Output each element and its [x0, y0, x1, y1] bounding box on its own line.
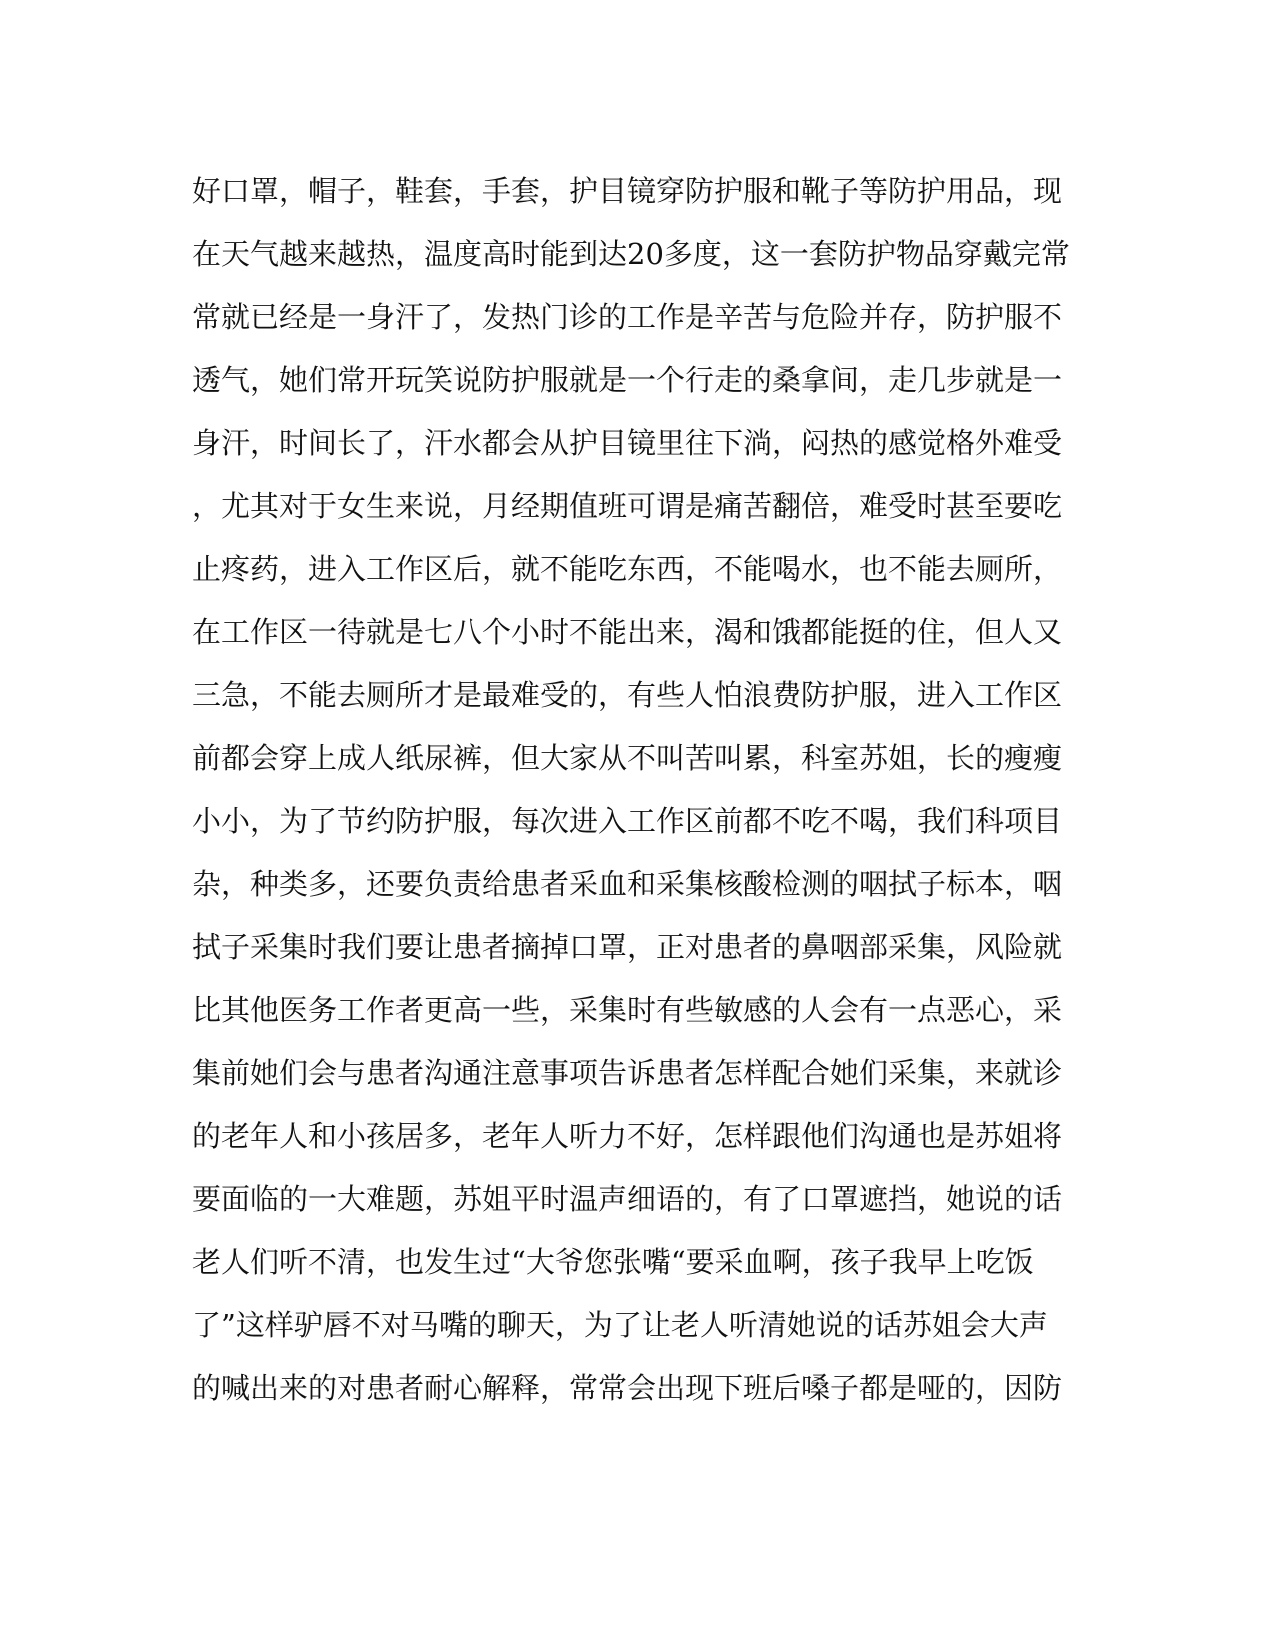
text-line-9: 三急，不能去厕所才是最难受的，有些人怕浪费防护服，进入工作区 — [192, 678, 1063, 712]
body-text — [192, 160, 1092, 1420]
text-line-16: 的老年人和小孩居多，老年人听力不好，怎样跟他们沟通也是苏姐将 — [192, 1119, 1063, 1153]
text-line-10: 前都会穿上成人纸尿裤，但大家从不叫苦叫累，科室苏姐，长的瘦瘦 — [192, 741, 1063, 775]
text-line-1: 好口罩，帽子，鞋套，手套，护目镜穿防护服和靴子等防护用品，现 — [192, 174, 1063, 208]
text-line-17: 要面临的一大难题，苏姐平时温声细语的，有了口罩遮挡，她说的话 — [192, 1182, 1063, 1216]
text-line-5: 身汗，时间长了，汗水都会从护目镜里往下淌，闷热的感觉格外难受 — [192, 426, 1063, 460]
text-line-4: 透气，她们常开玩笑说防护服就是一个行走的桑拿间，走几步就是一 — [192, 363, 1063, 397]
text-line-12: 杂，种类多，还要负责给患者采血和采集核酸检测的咽拭子标本，咽 — [192, 867, 1063, 901]
text-line-6: ，尤其对于女生来说，月经期值班可谓是痛苦翻倍，难受时甚至要吃 — [192, 489, 1063, 523]
text-line-18: 老人们听不清，也发生过“大爷您张嘴“要采血啊，孩子我早上吃饭 — [192, 1245, 1034, 1279]
text-line-15: 集前她们会与患者沟通注意事项告诉患者怎样配合她们采集，来就诊 — [192, 1056, 1063, 1090]
text-line-20: 的喊出来的对患者耐心解释，常常会出现下班后嗓子都是哑的，因防 — [192, 1371, 1063, 1405]
text-line-14: 比其他医务工作者更高一些，采集时有些敏感的人会有一点恶心，采 — [192, 993, 1063, 1027]
text-line-3: 常就已经是一身汗了，发热门诊的工作是辛苦与危险并存，防护服不 — [192, 300, 1063, 334]
text-line-7: 止疼药，进入工作区后，就不能吃东西，不能喝水，也不能去厕所， — [192, 552, 1063, 586]
text-line-11: 小小，为了节约防护服，每次进入工作区前都不吃不喝，我们科项目 — [192, 804, 1063, 838]
text-line-13: 拭子采集时我们要让患者摘掉口罩，正对患者的鼻咽部采集，风险就 — [192, 930, 1063, 964]
text-line-8: 在工作区一待就是七八个小时不能出来，渴和饿都能挺的住，但人又 — [192, 615, 1063, 649]
text-line-19: 了”这样驴唇不对马嘴的聊天，为了让老人听清她说的话苏姐会大声 — [192, 1308, 1048, 1342]
text-line-2: 在天气越来越热，温度高时能到达20多度，这一套防护物品穿戴完常 — [192, 237, 1070, 271]
